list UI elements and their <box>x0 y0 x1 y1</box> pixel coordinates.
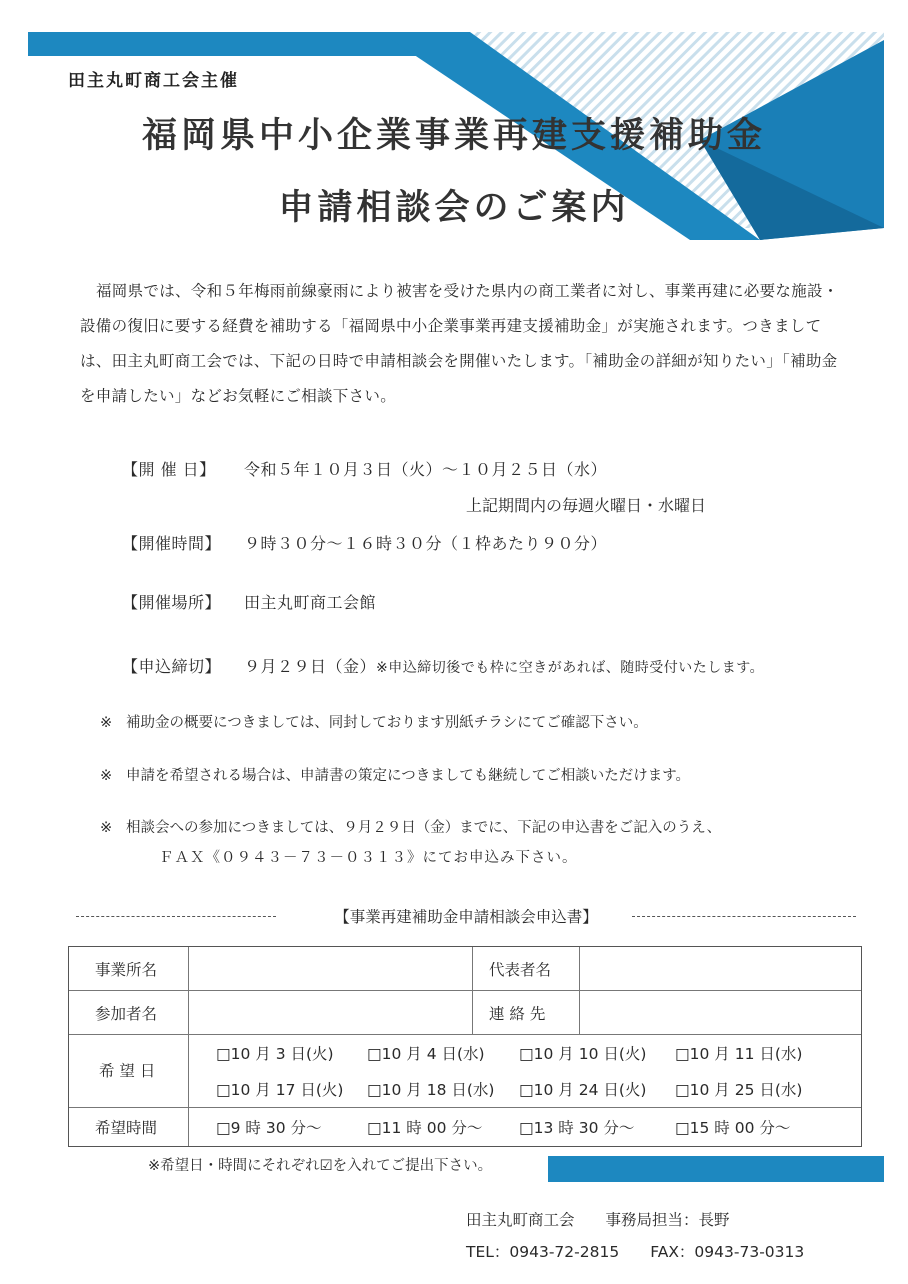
date-row <box>122 457 607 480</box>
note-1-text: 補助金の概要につきましては、同封しております別紙チラシにてご確認下さい。 <box>126 715 648 731</box>
place-row <box>122 590 376 613</box>
organizer-label: 田主丸町商工会主催 <box>68 71 239 91</box>
intro-paragraph: 福岡県では、令和５年梅雨前線豪雨により被害を受けた県内の商工業者に対し、事業再建に必要な施設・設備の復旧に要する経費を補助する「福岡県中小企業事業再建支援補助金」が実施されます。つきましては、田主丸町商工会では、下記の日時で申請相談会を開催いたします。「補助金の詳細が知りたい」「補助金を申請したい」などお気軽にご相談下さい。 <box>80 282 839 405</box>
time-option[interactable]: □15 時 00 分～ <box>675 1119 791 1137</box>
time-option[interactable]: □9 時 30 分～ <box>216 1119 322 1137</box>
date-option[interactable]: □10 月 4 日(水) <box>367 1045 485 1063</box>
contact-org-line <box>466 1208 730 1230</box>
deadline-label: 【申込締切】 <box>122 657 222 676</box>
time-label: 【開催時間】 <box>122 534 222 553</box>
deadline-note: ※申込締切後でも枠に空きがあれば、随時受付いたします。 <box>376 660 765 676</box>
note-3-text: 相談会への参加につきましては、９月２９日（金）までに、下記の申込書をご記入のうえ、 <box>126 820 722 836</box>
note-3-line2: ＦＡＸ《０９４３－７３－０３１３》にてお申込み下さい。 <box>159 850 578 866</box>
note-mark: ※ <box>100 768 113 784</box>
desired-time-label: 希望時間 <box>95 1119 158 1137</box>
time-option[interactable]: □13 時 30 分～ <box>519 1119 635 1137</box>
time-value: ９時３０分～１６時３０分（１枠あたり９０分） <box>244 534 608 553</box>
page-title-line2: 申請相談会のご案内 <box>278 188 630 228</box>
contact-fax: FAX：0943-73-0313 <box>650 1243 805 1261</box>
contact-org: 田主丸町商工会 <box>466 1211 575 1229</box>
footer-accent-bar <box>548 1156 884 1182</box>
place-label: 【開催場所】 <box>122 593 222 612</box>
form-footnote: ※希望日・時間にそれぞれ☑を入れてご提出下さい。 <box>148 1158 493 1174</box>
note-mark: ※ <box>100 820 113 836</box>
page-title-line1: 福岡県中小企業事業再建支援補助金 <box>141 116 766 156</box>
participant-label: 参加者名 <box>95 1005 158 1023</box>
representative-field[interactable] <box>580 947 861 990</box>
date-option[interactable]: □10 月 24 日(火) <box>519 1081 647 1099</box>
date-sub: 上記期間内の毎週火曜日・水曜日 <box>466 496 707 515</box>
form-title-row <box>76 905 856 929</box>
note-2 <box>100 764 690 785</box>
note-1 <box>100 711 648 732</box>
note-3 <box>100 816 721 837</box>
business-name-label: 事業所名 <box>95 961 158 979</box>
contact-field[interactable] <box>580 991 861 1034</box>
desired-date-label: 希 望 日 <box>99 1062 156 1080</box>
note-mark: ※ <box>100 715 113 731</box>
time-option[interactable]: □11 時 00 分～ <box>367 1119 483 1137</box>
deadline-value: ９月２９日（金） <box>244 657 377 676</box>
contact-staff: 事務局担当：長野 <box>605 1211 730 1229</box>
contact-label: 連 絡 先 <box>489 1005 546 1023</box>
participant-field[interactable] <box>189 991 472 1034</box>
contact-tel: TEL：0943-72-2815 <box>466 1243 620 1261</box>
place-value: 田主丸町商工会館 <box>244 593 377 612</box>
form-title: 【事業再建補助金申請相談会申込書】 <box>334 908 598 926</box>
date-option[interactable]: □10 月 17 日(火) <box>216 1081 344 1099</box>
date-option[interactable]: □10 月 25 日(水) <box>675 1081 803 1099</box>
deadline-row <box>122 654 764 677</box>
date-option[interactable]: □10 月 11 日(水) <box>675 1045 803 1063</box>
date-label: 【開 催 日】 <box>122 460 216 479</box>
application-form <box>68 946 862 1147</box>
date-option[interactable]: □10 月 18 日(水) <box>367 1081 495 1099</box>
date-value: 令和５年１０月３日（火）～１０月２５日（水） <box>244 460 608 479</box>
note-2-text: 申請を希望される場合は、申請書の策定につきましても継続してご相談いただけます。 <box>126 768 691 784</box>
date-option[interactable]: □10 月 10 日(火) <box>519 1045 647 1063</box>
date-option[interactable]: □10 月 3 日(火) <box>216 1045 334 1063</box>
contact-phone-line <box>466 1240 804 1262</box>
dash-divider-right <box>632 916 856 917</box>
business-name-field[interactable] <box>189 947 472 990</box>
time-row <box>122 531 607 554</box>
representative-label: 代表者名 <box>489 961 552 979</box>
